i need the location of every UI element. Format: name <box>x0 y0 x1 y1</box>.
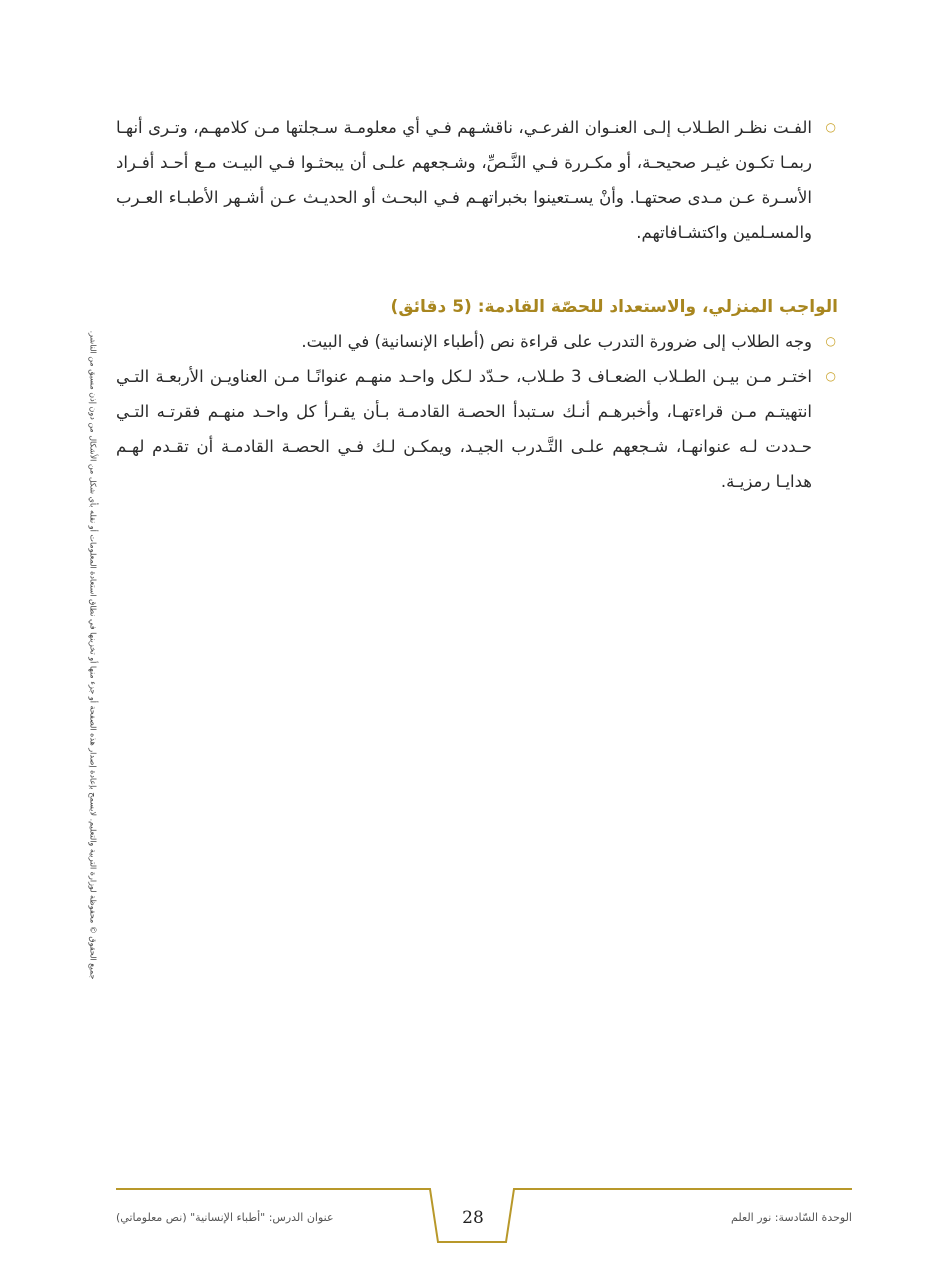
bullet-circle-icon: ○ <box>825 369 836 383</box>
homework-section <box>116 292 838 499</box>
bullet-item <box>116 359 838 499</box>
bullet-circle-icon: ○ <box>825 334 836 348</box>
bullet-item <box>116 324 838 359</box>
footer-lesson-title: عنوان الدرس: "أطباء الإنسانية" (نص معلوماتي) <box>116 1211 334 1224</box>
intro-paragraph-block <box>116 110 838 250</box>
section-title: الواجب المنزلي، والاستعداد للحصّة القادمة: (5 دقائق) <box>390 297 838 317</box>
bullet-text: وجه الطلاب إلى ضرورة التدرب على قراءة نص (أطباء الإنسانية) في البيت. <box>301 332 812 351</box>
bullet-item <box>116 110 838 250</box>
bullet-circle-icon: ○ <box>825 120 836 134</box>
footer-unit-title: الوحدة السّادسة: نور العلم <box>731 1211 852 1224</box>
bullet-text: الفـت نظـر الطـلاب إلـى العنـوان الفرعـي، ناقشـهم فـي أي معلومـة سـجلتها مـن كلامهـم، وتـرى أنهـا ربمـا تكـون غيـر صحيحـة، أو مكـررة فـي النَّـصِّ، وشـجعهم علـى أن يبحثـوا فـي البيـت مـع أحـد أفـراد الأسـرة عـن مـدى صحتهـا. وأنْ يسـتعينوا بخبراتهـم فـي البحـث أو الحديـث عـن أشـهر الأطبـاء العـرب والمسـلمين واكتشـافاتهم. <box>116 118 812 242</box>
copyright-text: جميع الحقوق © محفوظة لوزارة التربية والتعليم. لايسمح بإعادة إصدار هذه الصفحة أو جزء منها أو تخزينها في نطاق استعادة المعلومات أو نقله بأي شكل من الأشكال من دون إذن مسبق من الناشر. <box>88 330 98 980</box>
copyright-side-note <box>86 300 100 1010</box>
page-number: 28 <box>462 1208 484 1228</box>
bullet-text: اختـر مـن بيـن الطـلاب الضعـاف 3 طـلاب، حـدّد لـكل واحـد منهـم عنوانًـا مـن العناويـن الأربعـة التـي انتهيتـم مـن قراءتهـا، وأخبرهـم أنـك سـتبدأ الحصـة القادمـة بـأن يقـرأ كل واحـد منهـم فقرتـه التـي حـددت لـه عنوانهـا، شـجعهم علـى التَّـدرب الجيـد، ويمكـن لـك فـي الحصـة القادمـة أن تقـدم لهـم هدايـا رمزيـة. <box>116 367 813 491</box>
